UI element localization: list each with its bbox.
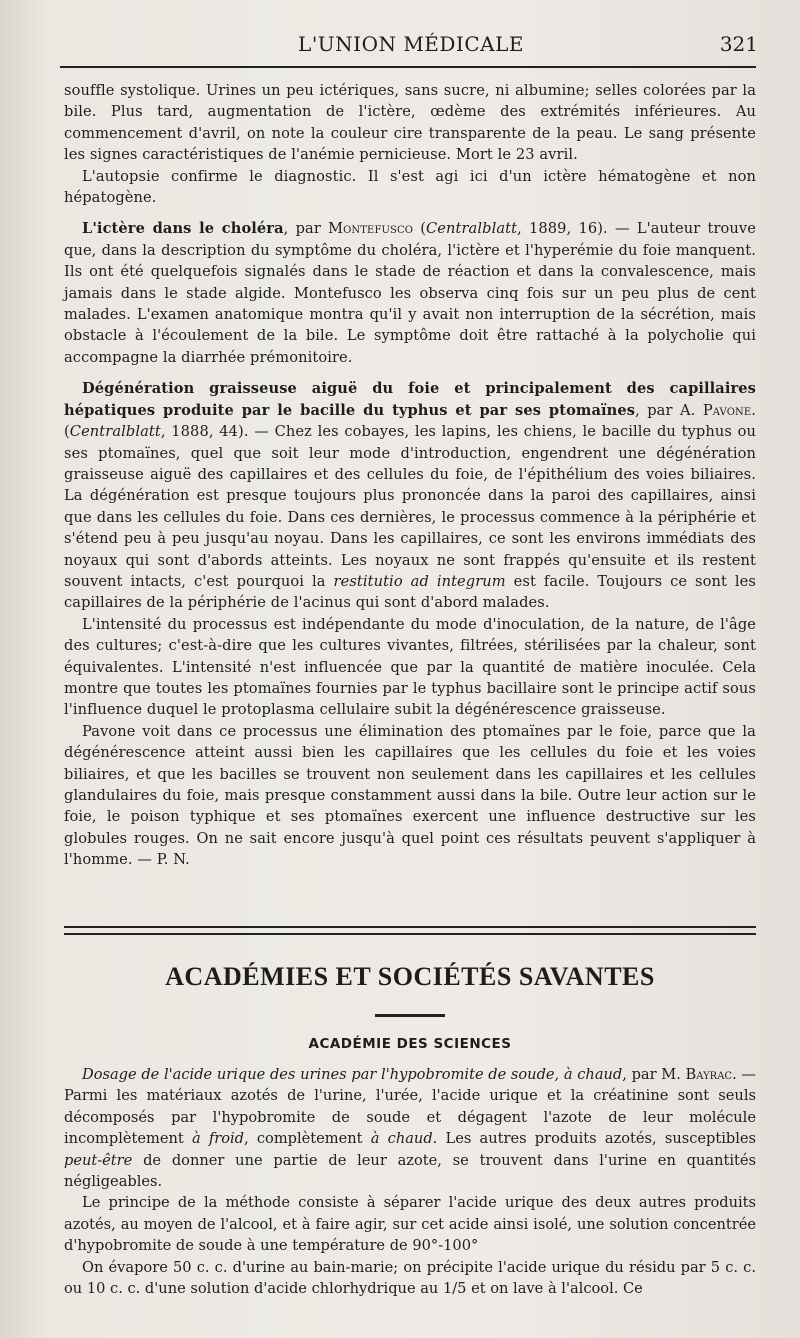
paragraph: Le principe de la méthode consiste à séparer l'acide urique des deux autres produits azotés, au moyen de l'alcool, et à faire agir, sur cet acide ainsi isolé, une solution concentrée d'hypobromite de soude à une température de 90°-100° <box>64 1194 756 1255</box>
page-header <box>64 32 758 62</box>
paragraph <box>64 218 756 368</box>
paragraph <box>64 1064 756 1192</box>
emphasis: à chaud <box>370 1130 433 1148</box>
emphasis: peut-être <box>64 1151 133 1169</box>
article-body <box>64 80 756 871</box>
author-name: Montefusco <box>328 220 414 238</box>
spacer <box>64 208 756 218</box>
text-fragment: est facile. Toujours ce sont les capillaires de la périphérie de l'acinus qui sont d'abord malades. <box>64 572 756 612</box>
title-rule <box>375 1014 445 1017</box>
paragraph: souffle systolique. Urines un peu ictériques, sans sucre, ni albumine; selles colorées par la bile. Plus tard, augmentation de l'ictère, œdème des extrémités inférieures. Au commencement d'avril, on note la couleur cire transparente de la peau. Le sang présente les signes caractéristiques de l'anémie pernicieuse. Mort le 23 avril. <box>64 82 756 164</box>
page-number: 321 <box>719 32 758 56</box>
section-separator <box>64 926 756 935</box>
spacer <box>64 368 756 378</box>
text-fragment: , par M. <box>622 1066 686 1083</box>
author-initial: A. <box>680 401 703 419</box>
paragraph: L'autopsie confirme le diagnostic. Il s'est agi ici d'un ictère hématogène et non hépatogène. <box>64 167 756 207</box>
text-fragment: , complètement <box>244 1130 371 1148</box>
academy-body <box>64 1064 756 1299</box>
text-fragment: . — Parmi les matériaux azotés de l'urine, l'urée, l'acide urique et la créatinine sont seuls décomposés par l'hypobromite de soude et dégagent l'azote de leur molécule incomplètement <box>64 1066 756 1148</box>
text-fragment: , par <box>635 401 680 419</box>
source-journal: Centralblatt <box>69 423 161 441</box>
article-title: L'ictère dans le choléra <box>82 220 284 238</box>
latin-phrase: restitutio ad integrum <box>333 572 506 590</box>
text-fragment: . Les autres produits azotés, susceptibles <box>432 1130 757 1148</box>
running-title: L'UNION MÉDICALE <box>298 32 524 56</box>
paragraph: L'intensité du processus est indépendante du mode d'inoculation, de la nature, de l'âge des cultures; c'est-à-dire que les cultures vivantes, filtrées, stérilisées par la chaleur, sont équivalentes. L'intensité n'est influencée que par la quantité de matière inoculée. Cela montre que toutes les ptomaïnes fournies par le typhus bacillaire sont le principe actif sous l'influence duquel le protoplasma cellulaire subit la dégénérescence graisseuse. <box>64 615 756 719</box>
paragraph: Pavone voit dans ce processus une élimination des ptomaïnes par le foie, parce que la dégénérescence atteint aussi bien les capillaires que les cellules du foie et les voies biliaires, et que les bacilles se trouvent non seulement dans les capillaires et les cellules glandulaires du foie, mais presque constamment aussi dans la bile. Outre leur action sur le foie, le poison typhique et ses ptomaïnes exercent une influence destructive sur les globules rouges. On ne sait encore jusqu'à quel point ces résultats peuvent s'appliquer à l'homme. — P. N. <box>64 722 756 869</box>
header-rule <box>60 66 756 68</box>
text-fragment: de donner une partie de leur azote, se trouvent dans l'urine en quantités négligeables. <box>64 1151 756 1191</box>
author-name: Pavone <box>702 401 752 419</box>
text-fragment: , par <box>283 220 329 238</box>
article-title: Dosage de l'acide urique des urines par l'hypobromite de soude, à chaud <box>82 1066 623 1083</box>
author-name: Bayrac <box>685 1066 733 1083</box>
paragraph: On évapore 50 c. c. d'urine au bain-marie; on précipite l'acide urique du résidu par 5 c. c. ou 10 c. c. d'une solution d'acide chlorhydrique au 1/5 et on lave à l'alcool. Ce <box>64 1258 756 1298</box>
article-title: Dégénération graisseuse aiguë du foie et principalement des capillaires hépatiques produite par le bacille du typhus et par ses ptomaïnes <box>64 380 756 419</box>
section-title: ACADÉMIES ET SOCIÉTÉS SAVANTES <box>165 962 655 991</box>
text-fragment: , 1889, 16). — L'auteur trouve que, dans la description du symptôme du choléra, l'ictère et l'hyperémie du foie manquent. Ils ont été quelquefois signalés dans le stade de réaction et dans la convalescence, mais jamais dans le stade algide. Montefusco les observa cinq fois sur un peu plus de cent malades. L'examen anatomique montra qu'il y avait non interruption de la sécrétion, mais obstacle à l'écoulement de la bile. Le symptôme doit être rattaché à la polycholie qui accompagne la diarrhée prémonitoire. <box>64 220 756 366</box>
source-journal: Centralblatt <box>426 220 518 238</box>
paragraph <box>64 378 756 613</box>
text-fragment: . ( <box>64 401 756 441</box>
subsection-title: ACADÉMIE DES SCIENCES <box>308 1036 512 1052</box>
emphasis: à froid <box>191 1130 245 1148</box>
text-fragment: , 1888, 44). — Chez les cobayes, les lapins, les chiens, le bacille du typhus ou ses ptomaïnes, quel que soit leur mode d'introduction, engendrent une dégénération graisseuse aiguë des capillaires et des cellules du foie, de l'épithélium des voies biliaires. La dégénération est presque toujours plus prononcée dans la paroi des capillaires, ainsi que dans les cellules du foie. Dans ces dernières, le processus commence à la périphérie et s'étend peu à peu jusqu'au noyau. Dans les capillaires, ce sont les environs immédiats des noyaux qui sont d'abords atteints. Les noyaux ne sont frappés qu'ensuite et ils restent souvent intacts, c'est pourquoi la <box>64 423 756 590</box>
text-fragment: ( <box>413 220 427 238</box>
